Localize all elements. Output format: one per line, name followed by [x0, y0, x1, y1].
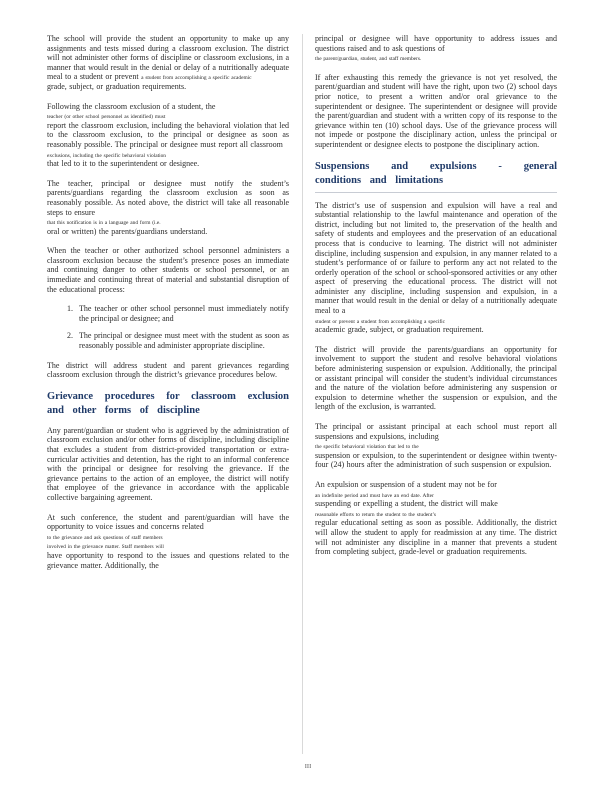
heading-grievance-procedures: Grievance procedures for classroom exclusion and other forms of discipline [47, 390, 289, 416]
list-item: 2. The principal or designee must meet with the student as soon as reasonably possible and administer appropriate discipline. [75, 331, 289, 350]
paragraph-grievances: The district will address student and parent grievances regarding classroom exclusion through the district’s grievance procedures below. [47, 360, 289, 380]
paragraph-use-of-suspension: The district’s use of suspension and expulsion will have a real and substantial relationship to the lawful maintenance and operation of the district, including but not limited to, the preservation of the health and safety of students and employees and the preservation of an educational process that is conducive to learning. The district will not administer discipline, including suspension and expulsion, in any manner related to a student’s performance of or failure to perform any act not related to the orderly operation of the school or school-sponsored activities or any other aspect of preserving the educational process. The district will not administer any discipline, including suspension and expulsion, in a manner that would result in the denial or delay of a nutritionally adequate meal to a student or prevent a student from accomplishing a specific academic grade, subject, or graduation requirement. [315, 200, 557, 335]
heading-suspensions-expulsions: Suspensions and expulsions - general conditions and limitations [315, 160, 557, 186]
exclusion-steps-list [47, 304, 289, 350]
paragraph-parent-involvement: The district will provide the parents/guardians an opportunity for involvement to support the student and resolve behavioral violations before administering suspension or expulsion. Additionally, the principal or assistant principal will consider the student’s individual circumstances and the nature of the violation before administering any suspension or expulsion to determine whether the suspension or expulsion, and the length of the exclusion, is warranted. [315, 344, 557, 412]
paragraph-conference: At such conference, the student and parent/guardian will have the opportunity to voice issues and concerns related to the grievance and ask questions of staff members involved in the grievance matter. Staff members will have opportunity to respond to the issues and questions related to the grievance matter. Additionally, the [47, 512, 289, 570]
paragraph-notify-parents: The teacher, principal or designee must notify the student’s parents/guardians regarding the classroom exclusion as soon as reasonably possible. As noted above, the district will take all reasonable steps to ensure that this notification is in a language and form (i.e. oral or written) the parents/guardians understand. [47, 178, 289, 236]
paragraph-superintendent-grievance: If after exhausting this remedy the grievance is not yet resolved, the parent/guardian and student will have the right, upon two (2) school days prior notice, to present a written and/or oral grievance to the superintendent or designee. The superintendent or designee will provide the parent/guardian and student with a written copy of its response to the grievance within ten (10) school days. Use of the grievance process will not impede or postpone the disciplinary action, unless the principal or superintendent or designee elects to postpone the disciplinary action. [315, 72, 557, 149]
paragraph-report-suspensions: The principal or assistant principal at each school must report all suspensions and expulsions, including the specific behavioral violation that led to the suspension or expulsion, to the superintendent or designee within twenty-four (24) hours after the administration of such suspension or expulsion. [315, 422, 557, 470]
column-divider [302, 34, 303, 754]
paragraph-grievance-rights: Any parent/guardian or student who is aggrieved by the administration of classroom exclusion and/or other forms of discipline, including discipline that excludes a student from district-provided transportation or extra-curricular activities and detention, has the right to an informal conference with the principal or designee for resolving the grievance. If the grievance pertains to the action of an employee, the district will notify that employee of the grievance in accordance with the applicable collective bargaining agreement. [47, 425, 289, 502]
right-column [315, 34, 557, 567]
paragraph-reporting: Following the classroom exclusion of a student, the teacher (or other school personnel as identified) must report the classroom exclusion, including the behavioral violation that led to the classroom exclusion, to the principal or designee as soon as reasonably possible. The principal or designee must report all classroom exclusions, including the specific behavioral violation that led to it to the superintendent or designee. [47, 101, 289, 169]
left-column [47, 34, 289, 580]
paragraph-conference-continued: principal or designee will have opportunity to address issues and questions raised and to ask questions of the parent/guardian, student, and staff members. [315, 34, 557, 63]
heading-rule [315, 192, 557, 193]
page-number: III [304, 763, 312, 770]
list-item: 1. The teacher or other school personnel must immediately notify the principal or designee; and [75, 304, 289, 323]
paragraph-immediate-danger: When the teacher or other authorized school personnel administers a classroom exclusion because the student’s presence poses an immediate and continuing danger to other students or school personnel, or an immediate and continuing threat of material and substantial disruption of the educational process: [47, 246, 289, 294]
paragraph-makeup-work: The school will provide the student an opportunity to make up any assignments and tests missed during a classroom exclusion. The district will not administer other forms of discipline or classroom exclusions, in a manner that would result in the denial or delay of a nutritionally adequate meal to a student or prevent a student from accomplishing a specific academic grade, subject, or graduation requirements. [47, 34, 289, 91]
paragraph-end-date: An expulsion or suspension of a student may not be for an indefinite period and must have an end date. After suspending or expelling a student, the district will make reasonable efforts to return the student to the student’s regular educational setting as soon as possible. Additionally, the district will allow the student to apply for readmission at any time. The district will not administer any discipline in a manner that prevents a student from completing subject, grade-level or graduation requirements. [315, 479, 557, 557]
